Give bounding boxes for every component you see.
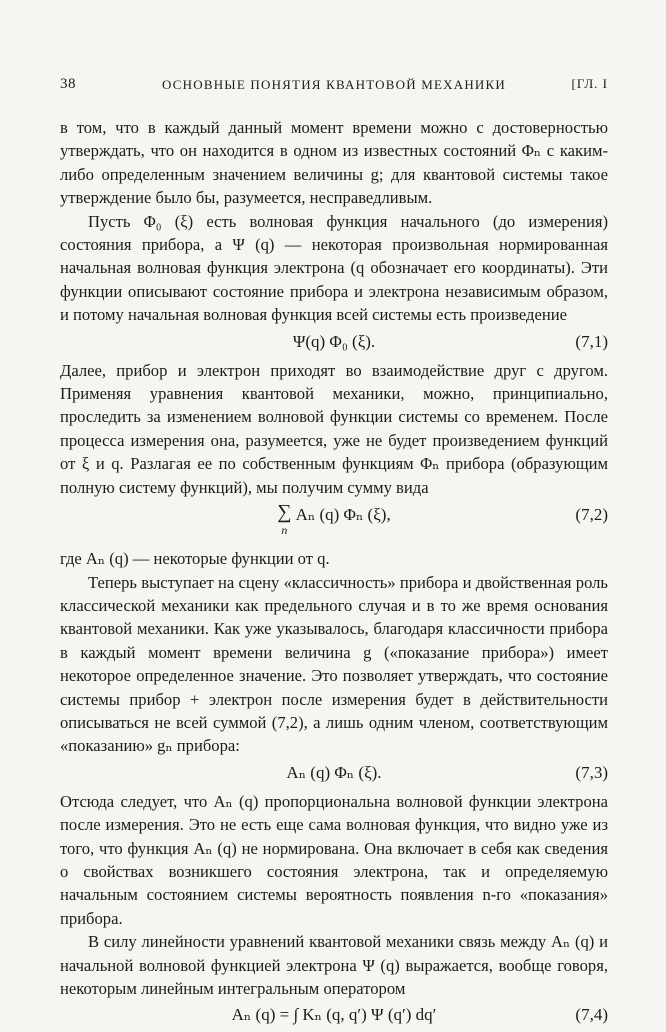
equation-formula: Ψ(q) Φ₀ (ξ). [292, 331, 376, 351]
equation-number: (7,3) [575, 762, 608, 782]
equation-formula: Aₙ (q) = ∫ Kₙ (q, q′) Ψ (q′) dq′ [231, 1005, 437, 1025]
paragraph-2: Пусть Φ₀ (ξ) есть волновая функция начального (до измерения) состояния прибора, а Ψ (q) — некоторая произвольная нормированная начальная волновая функция электрона (q обозначает его координаты). Эти функции описывают состояние прибора и электрона независимым образом, и потому начальная волновая функция всей системы есть произведение [60, 211, 608, 325]
equation-number: (7,4) [575, 1005, 608, 1025]
summation-symbol [277, 503, 291, 539]
paragraph-7: В силу линейности уравнений квантовой механики связь между Aₙ (q) и начальной волновой функцией электрона Ψ (q) выражается, вообще говоря, некоторым линейным интегральным оператором [60, 932, 608, 998]
sigma-glyph: ∑ [277, 501, 292, 524]
page-number: 38 [60, 76, 76, 92]
paragraph-6: Отсюда следует, что Aₙ (q) пропорциональна волновой функции электрона после измерения. Это не есть еще сама волновая функция, что видно уже из того, что функция Aₙ (q) не нормирована. Она включает в себя как сведения о свойствах возникшего состояния электрона, так и определяемую начальным состоянием системы вероятность появления n-го «показания» прибора. [60, 791, 608, 928]
equation-7-1 [60, 330, 608, 356]
chapter-label: [ГЛ. I [571, 76, 608, 91]
equation-number: (7,1) [575, 331, 608, 351]
equation-formula: Aₙ (q) Φₙ (ξ), [295, 505, 391, 525]
equation-formula-wrap [60, 503, 608, 539]
page-header [60, 76, 608, 98]
equation-7-4 [60, 1003, 608, 1029]
paragraph-1: в том, что в каждый данный момент времени можно с достоверностью утверждать, что он находится в одном из известных состояний Φₙ с каким-либо определенным значением величины g; для квантовой системы такое утверждение было бы, разумеется, несправедливым. [60, 118, 608, 208]
equation-7-3 [60, 761, 608, 787]
running-title: ОСНОВНЫЕ ПОНЯТИЯ КВАНТОВОЙ МЕХАНИКИ [162, 77, 506, 92]
equation-formula: Aₙ (q) Φₙ (ξ). [286, 762, 382, 782]
sigma-subscript: n [281, 523, 288, 538]
paragraph-3: Далее, прибор и электрон приходят во взаимодействие друг с другом. Применяя уравнения квантовой механики, можно, принципиально, проследить за изменением волновой функции системы со временем. После процесса измерения она, разумеется, уже не будет произведением функций от ξ и q. Разлагая ее по собственным функциям Φₙ прибора (образующим полную систему функций), мы получим сумму вида [60, 360, 608, 497]
page-body [60, 116, 608, 1032]
equation-number: (7,2) [575, 505, 608, 525]
paragraph-5: Теперь выступает на сцену «классичность» прибора и двойственная роль классической механики как предельного случая и в то же время основания квантовой механики. Как уже указывалось, благодаря классичности прибора в каждый момент времени величина g («показание прибора») имеет некоторое определенное значение. Это позволяет утверждать, что состояние системы прибор + электрон после измерения будет в действительности описываться не всей суммой (7,2), а лишь одним членом, соответствующим «показанию» gₙ прибора: [60, 572, 608, 756]
paragraph-4: где Aₙ (q) — некоторые функции от q. [60, 549, 330, 569]
equation-7-2 [60, 503, 608, 547]
